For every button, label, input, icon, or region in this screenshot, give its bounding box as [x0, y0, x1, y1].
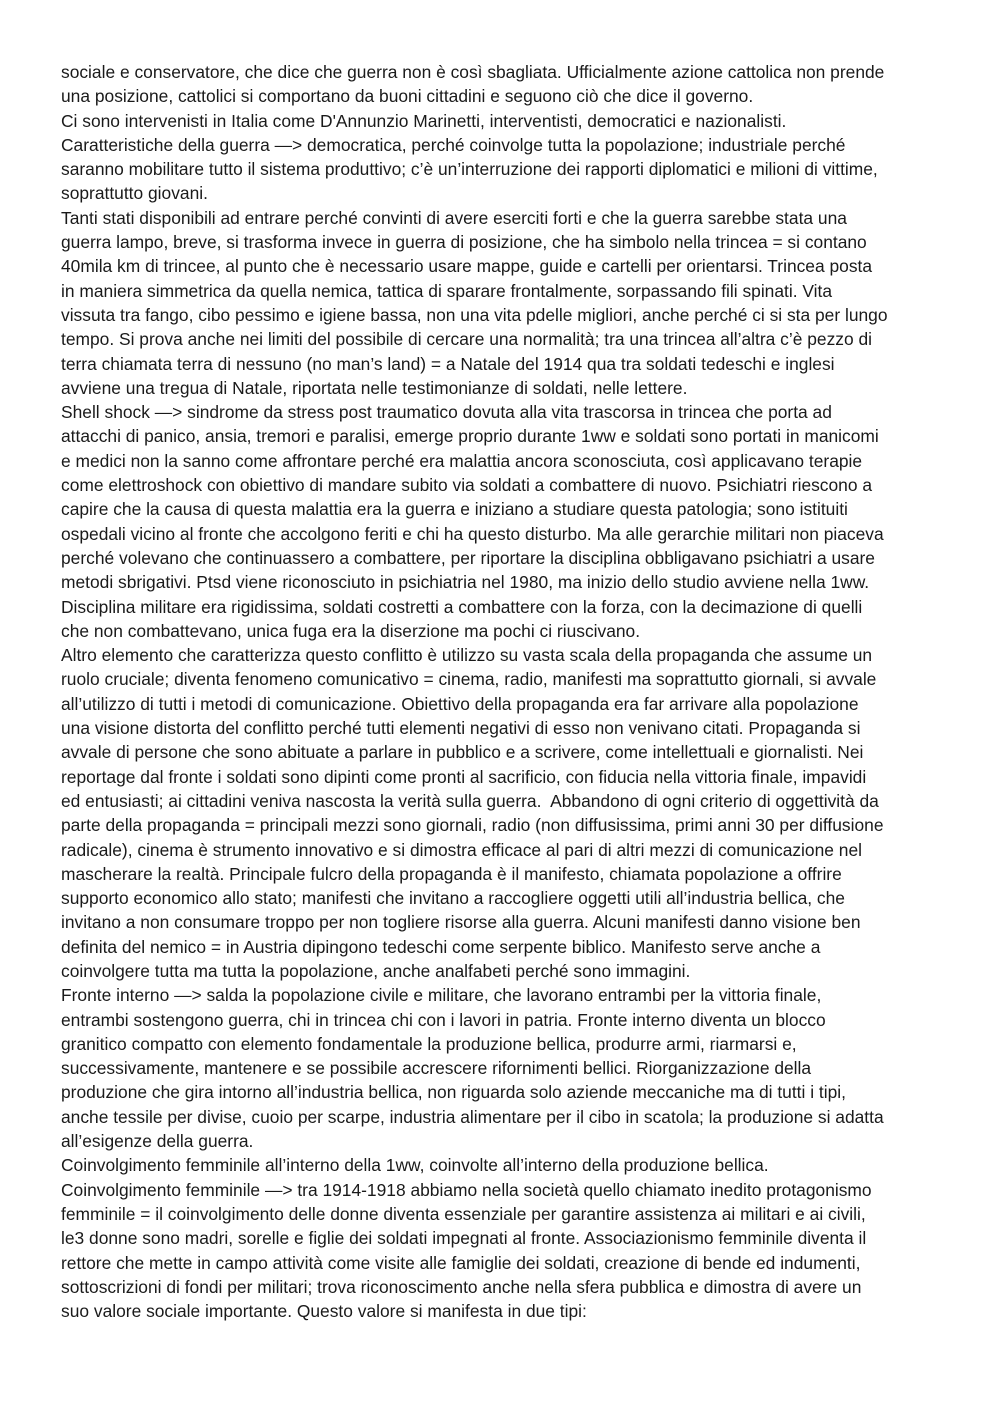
text-line: terra chiamata terra di nessuno (no man’s land) = a Natale del 1914 qua tra soldati tedeschi e inglesi	[61, 353, 835, 374]
text-line: radicale), cinema è strumento innovativo e si dimostra efficace al pari di altri mezzi di comunicazione nel	[61, 839, 862, 860]
text-line: sociale e conservatore, che dice che guerra non è così sbagliata. Ufficialmente azione cattolica non prende	[61, 62, 885, 82]
text-line: ed entusiasti; ai cittadini veniva nascosta la verità sulla guerra. Abbandono di ogni criterio di oggettività da	[61, 790, 879, 811]
text-line: successivamente, mantenere e se possibile accrescere rifornimenti bellici. Riorganizzazione della	[61, 1058, 812, 1079]
text-line: sottoscrizioni di fondi per militari; trova riconoscimento anche nella sfera pubblica e dimostra di avere un	[61, 1276, 862, 1297]
text-line: Shell shock —> sindrome da stress post traumatico dovuta alla vita trascorsa in trincea che porta ad	[61, 402, 832, 423]
text-line: soprattutto giovani.	[61, 183, 208, 204]
text-line: le3 donne sono madri, sorelle e figlie dei soldati impegnati al fronte. Associazionismo femminile diventa il	[61, 1228, 867, 1249]
text-line: capire che la causa di questa malattia era la guerra e iniziano a studiare questa patologia; sono istituiti	[61, 499, 848, 520]
text-line: anche tessile per divise, cuoio per scarpe, industria alimentare per il cibo in scatola; la produzione si adatta	[61, 1106, 884, 1127]
text-line: 40mila km di trincee, al punto che è necessario usare mappe, guide e cartelli per orientarsi. Trincea posta	[61, 256, 873, 277]
text-line: supporto economico allo stato; manifesti che invitano a raccogliere oggetti utili all’industria bellica, che	[61, 888, 845, 909]
text-line: Caratteristiche della guerra —> democratica, perché coinvolge tutta la popolazione; industriale perché	[61, 134, 846, 155]
text-line: guerra lampo, breve, si trasforma invece in guerra di posizione, che ha simbolo nella trincea = si contano	[61, 232, 867, 253]
text-line: granitico compatto con elemento fondamentale la produzione bellica, produrre armi, riarmarsi e,	[61, 1033, 797, 1054]
text-line: Fronte interno —> salda la popolazione civile e militare, che lavorano entrambi per la vittoria finale,	[61, 985, 822, 1006]
text-line: metodi sbrigativi. Ptsd viene riconosciuto in psichiatria nel 1980, ma inizio dello studio avviene nella 1ww.	[61, 572, 870, 593]
document-page	[61, 60, 946, 1323]
text-line: produzione che gira intorno all’industria bellica, non riguarda solo aziende meccaniche ma di tutti i tipi,	[61, 1082, 846, 1103]
text-line: come elettroshock con obiettivo di mandare subito via soldati a combattere di nuovo. Psichiatri riescono a	[61, 475, 873, 496]
text-line: Coinvolgimento femminile —> tra 1914-1918 abbiamo nella società quello chiamato inedito protagonismo	[61, 1179, 872, 1200]
text-line: Ci sono intervenisti in Italia come D'Annunzio Marinetti, interventisti, democratici e nazionalisti.	[61, 110, 787, 131]
text-line: reportage dal fronte i soldati sono dipinti come pronti al sacrificio, con fiducia nella vittoria finale, impavidi	[61, 766, 867, 787]
text-line: Altro elemento che caratterizza questo conflitto è utilizzo su vasta scala della propaganda che assume un	[61, 645, 873, 666]
text-line: perché volevano che continuassero a combattere, per riportare la disciplina obbligavano psichiatri a usare	[61, 547, 875, 568]
text-line: avvale di persone che sono abituate a parlare in pubblico e a scrivere, come intellettuali e giornalisti. Nei	[61, 742, 864, 763]
text-line: suo valore sociale importante. Questo valore si manifesta in due tipi:	[61, 1301, 587, 1322]
text-line: femminile = il coinvolgimento delle donne diventa essenziale per garantire assistenza ai militari e ai civili,	[61, 1203, 866, 1224]
text-line: ruolo cruciale; diventa fenomeno comunicativo = cinema, radio, manifesti ma soprattutto giornali, si avvale	[61, 669, 877, 690]
text-line: rettore che mette in campo attività come visite alle famiglie dei soldati, creazione di bende ed indumenti,	[61, 1252, 861, 1273]
text-line: attacchi di panico, ansia, tremori e paralisi, emerge proprio durante 1ww e soldati sono portati in manicomi	[61, 426, 879, 447]
text-line: in maniera simmetrica da quella nemica, tattica di sparare frontalmente, sorpassando fili spinati. Vita	[61, 280, 833, 301]
text-line: invitano a non consumare troppo per non togliere risorse alla guerra. Alcuni manifesti danno visione ben	[61, 912, 861, 933]
text-line: entrambi sostengono guerra, chi in trincea chi con i lavori in patria. Fronte interno diventa un blocco	[61, 1009, 826, 1030]
text-line: coinvolgere tutta ma tutta la popolazione, anche analfabeti perché sono immagini.	[61, 960, 691, 981]
text-line: Coinvolgimento femminile all’interno della 1ww, coinvolte all’interno della produzione bellica.	[61, 1155, 769, 1176]
text-line: e medici non la sanno come affrontare perché era malattia ancora sconosciuta, così applicavano terapie	[61, 450, 863, 471]
text-line: Tanti stati disponibili ad entrare perché convinti di avere eserciti forti e che la guerra sarebbe stata una	[61, 207, 847, 228]
text-line: una posizione, cattolici si comportano da buoni cittadini e seguono ciò che dice il governo.	[61, 86, 754, 107]
text-line: tempo. Si prova anche nei limiti del possibile di cercare una normalità; tra una trincea all’altra c’è pezzo di	[61, 329, 873, 350]
text-line: all’utilizzo di tutti i metodi di comunicazione. Obiettivo della propaganda era far arrivare alla popolazione	[61, 693, 859, 714]
text-line: avviene una tregua di Natale, riportata nelle testimonianze di soldati, nelle lettere.	[61, 377, 688, 398]
text-line: saranno mobilitare tutto il sistema produttivo; c’è un’interruzione dei rapporti diplomatici e milioni di vittime,	[61, 159, 878, 180]
text-line: Disciplina militare era rigidissima, soldati costretti a combattere con la forza, con la decimazione di quelli	[61, 596, 863, 617]
text-line: all’esigenze della guerra.	[61, 1131, 254, 1152]
text-line: mascherare la realtà. Principale fulcro della propaganda è il manifesto, chiamata popolazione a offrire	[61, 863, 842, 884]
text-line: definita del nemico = in Austria dipingono tedeschi come serpente biblico. Manifesto serve anche a	[61, 936, 821, 957]
text-line: che non combattevano, unica fuga era la diserzione ma pochi ci riuscivano.	[61, 620, 641, 641]
text-line: una visione distorta del conflitto perché tutti elementi negativi di esso non venivano citati. Propaganda si	[61, 718, 861, 739]
text-line: parte della propaganda = principali mezzi sono giornali, radio (non diffusissima, primi anni 30 per diffusione	[61, 815, 884, 836]
text-line: vissuta tra fango, cibo pessimo e igiene bassa, non una vita pdelle migliori, anche perché ci si sta per lungo	[61, 304, 888, 325]
text-line: ospedali vicino al fronte che accolgono feriti e chi ha questo disturbo. Ma alle gerarchie militari non piaceva	[61, 523, 884, 544]
